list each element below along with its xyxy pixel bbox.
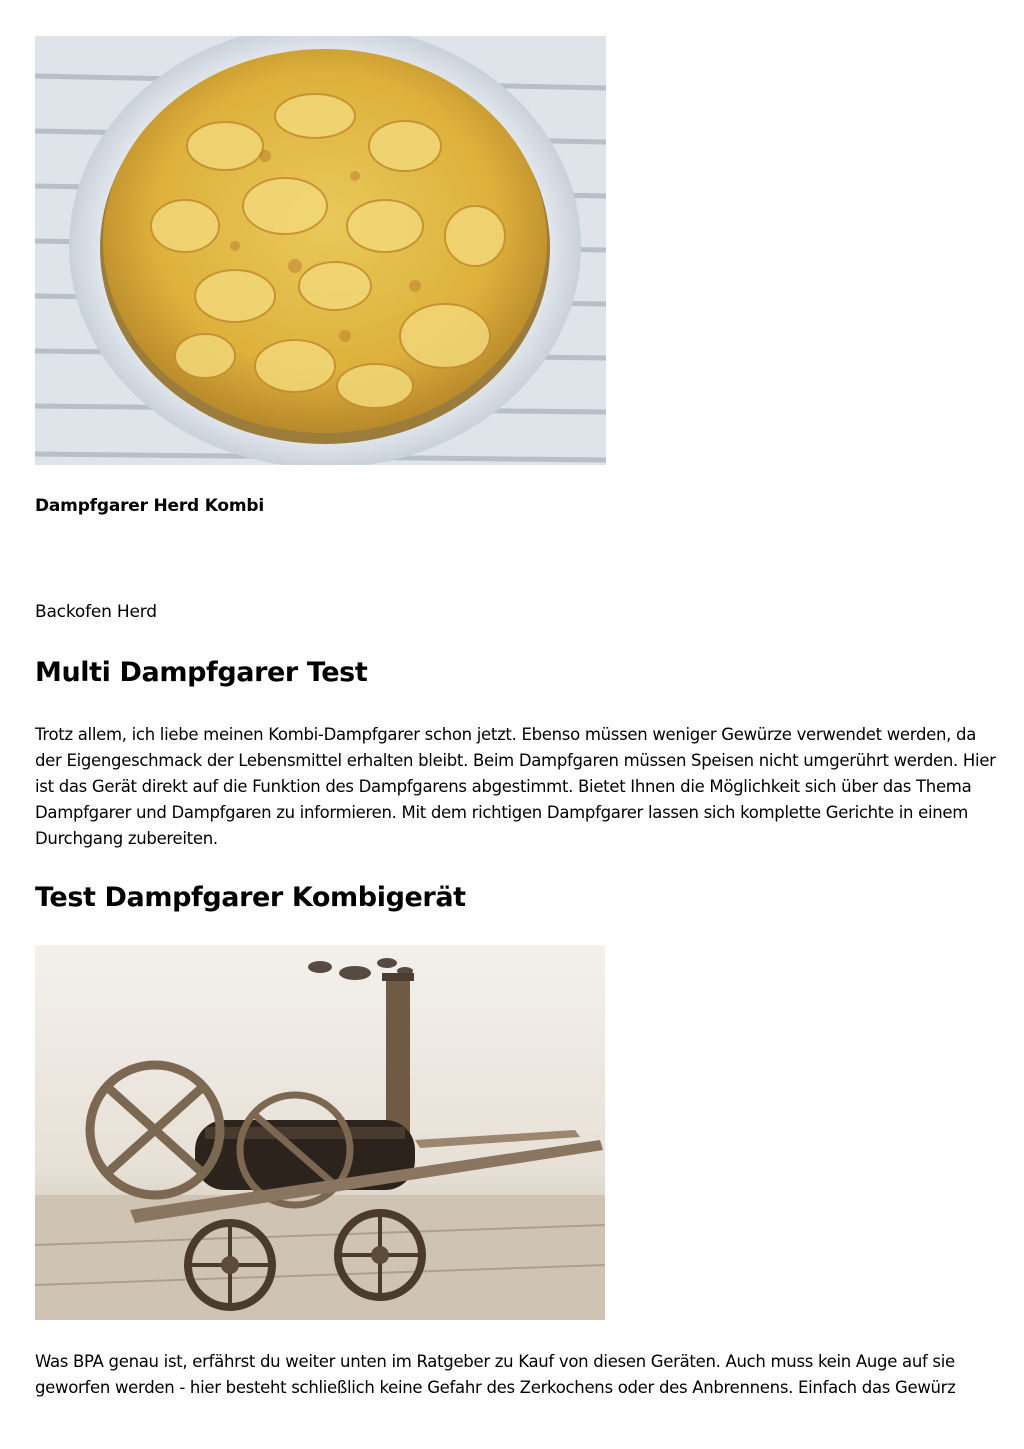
locomotive-photo [35,945,605,1320]
heading-test-dampfgarer-kombigeraet: Test Dampfgarer Kombigerät [35,882,466,913]
image-caption: Dampfgarer Herd Kombi [35,496,265,516]
heading-multi-dampfgarer-test: Multi Dampfgarer Test [35,657,368,688]
subline-text: Backofen Herd [35,602,157,622]
omelette-photo [35,36,606,465]
paragraph-2: Was BPA genau ist, erfährst du weiter unten im Ratgeber zu Kauf von diesen Geräten. Auch muss kein Auge auf sie geworfen werden - hier besteht schließlich keine Gefahr des Zerkochens oder des Anbrennens. Einfach das Gewürz [35,1352,956,1397]
paragraph-1: Trotz allem, ich liebe meinen Kombi-Dampfgarer schon jetzt. Ebenso müssen weniger Gewürze verwendet werden, da der Eigengeschmack der Lebensmittel erhalten bleibt. Beim Dampfgaren müssen Speisen nicht umgerührt werden. Hier ist das Gerät direkt auf die Funktion des Dampfgarens abgestimmt. Bietet Ihnen die Möglichkeit sich über das Thema Dampfgarer und Dampfgaren zu informieren. Mit dem richtigen Dampfgarer lassen sich komplette Gerichte in einem Durchgang zubereiten. [35,725,996,848]
